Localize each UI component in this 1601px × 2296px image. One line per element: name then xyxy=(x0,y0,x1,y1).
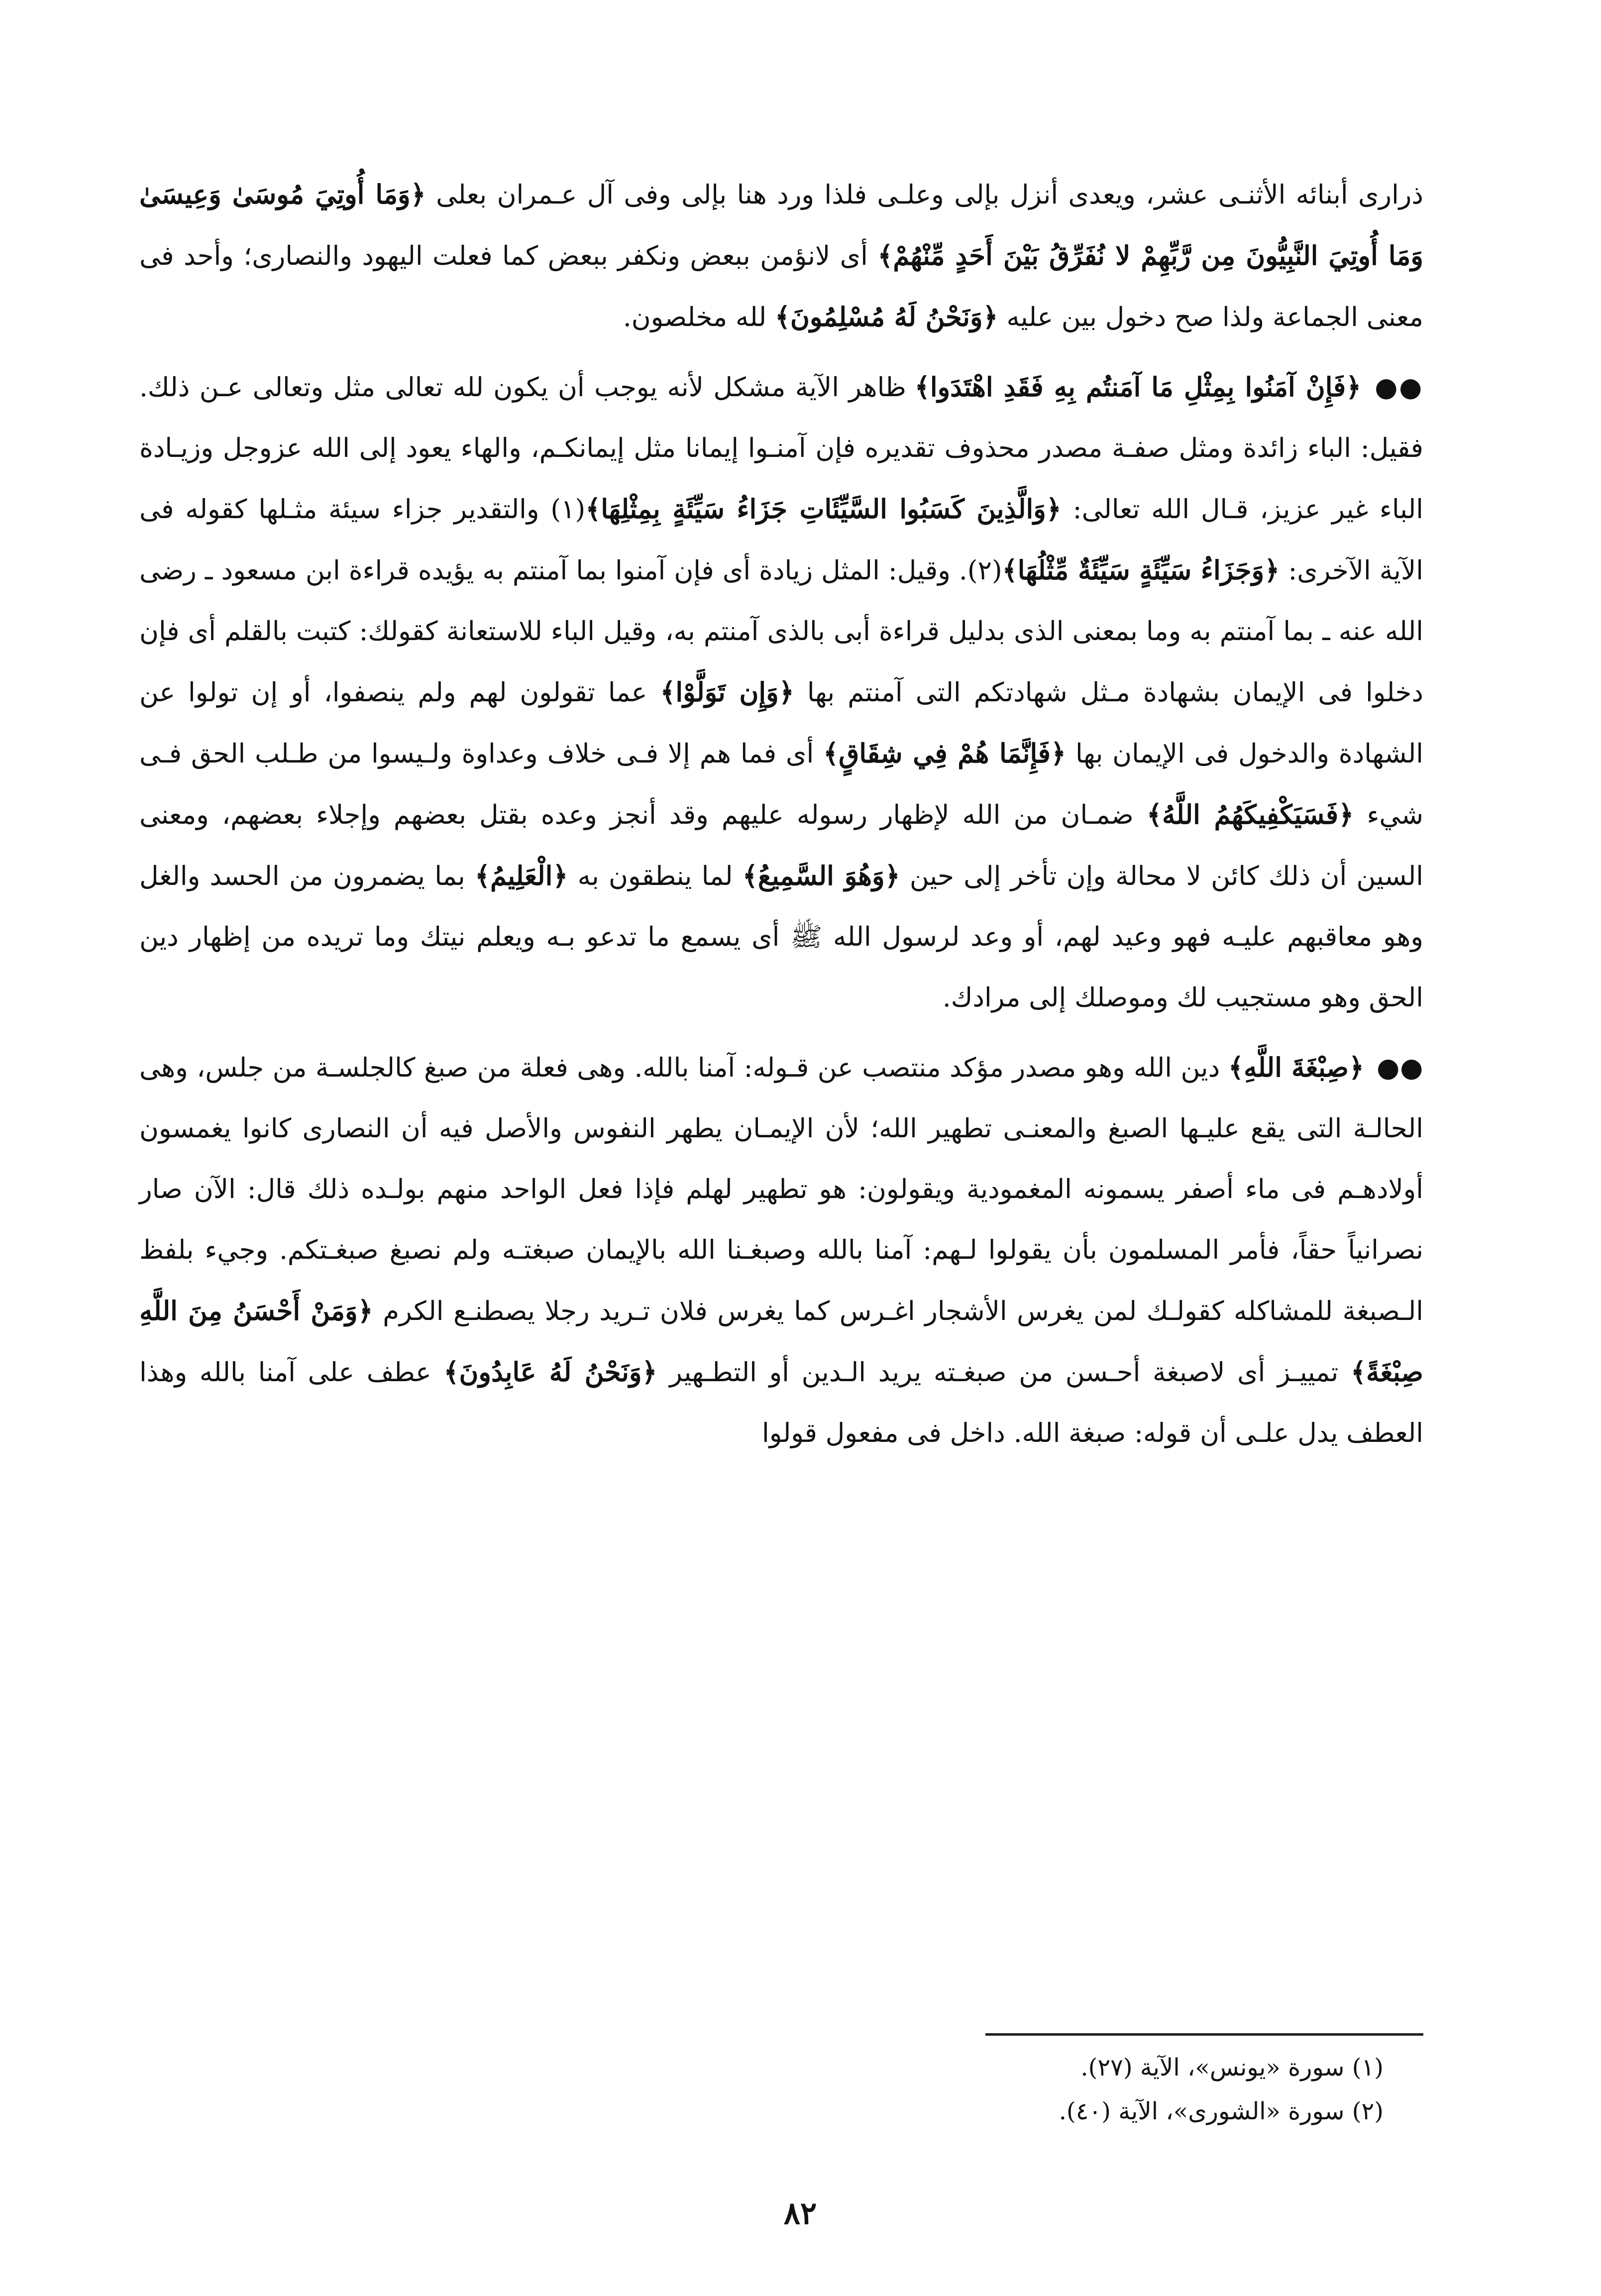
quran-quote: ﴿الْعَلِيمُ﴾ xyxy=(474,861,568,891)
bullet-marker: ●● xyxy=(1367,1052,1423,1083)
paragraph-1 xyxy=(139,164,1423,348)
quran-quote: ﴿فَسَيَكْفِيكَهُمُ اللَّهُ﴾ xyxy=(1146,799,1354,830)
text-run: عما تقولون لهم ولم ينصفوا، أو إن تولوا عن الشهادة والدخول فى الإيمان بها xyxy=(139,677,1424,769)
quran-quote: ﴿فَإِنْ آمَنُوا بِمِثْلِ مَا آمَنتُم بِهِ فَقَدِ اهْتَدَوا﴾ xyxy=(914,372,1362,403)
page-number: ٨٢ xyxy=(783,2195,817,2231)
quran-quote: ﴿صِبْغَةَ اللَّهِ﴾ xyxy=(1228,1052,1365,1083)
text-run: دين الله وهو مصدر مؤكد منتصب عن قـوله: آمنا بالله. وهى فعلة من صبغ كالجلسـة من جلس، وهى الحالـة التى يقع عليـها الصبغ والمعنـى تطهير الله؛ لأن الإيمـان يطهر النفوس والأصل فيه أن النصارى كانوا يغمسون أولادهـم فى ماء أصفر يسمونه المغمودية ويقولون: هو تطهير لهلم فإذا فعل الواحد منهم بولـده ذلك قال: الآن صار نصرانياً حقاً، فأمر المسلمون بأن يقولوا لـهم: آمنا بالله وصبغـنا الله بالإيمان صبغتـه ولم نصبغ صبغـتكم. وجيء بلفظ الـصبغة للمشاكله كقولـك لمن يغرس الأشجار اغـرس كما يغرس فلان تـريد رجلا يصطنـع الكرم xyxy=(139,1053,1423,1326)
quran-quote: ﴿وَإِن تَوَلَّوْا﴾ xyxy=(660,677,794,708)
footnote-divider xyxy=(985,2033,1423,2036)
text-run: ضمـان من الله لإظهار رسوله عليهم وقد أنجز وعده بقتل بعضهم وإجلاء بعضهم، ومعنى السين أن ذلك كائن لا محالة وإن تأخر إلى حين xyxy=(139,800,1424,891)
quran-quote: ﴿وَمَا أُوتِيَ مُوسَىٰ وَعِيسَىٰ وَمَا أُوتِيَ النَّبِيُّونَ مِن رَّبِّهِمْ لا نُفَرِّقُ بَيْنَ أَحَدٍ مِّنْهُمْ﴾ xyxy=(139,179,1423,271)
text-run: تمييـز أى لاصبغة أحـسن من صبغـته يريد الـدين أو التطـهير xyxy=(657,1357,1351,1388)
footnote-1: (١) سورة «يونس»، الآية (٢٧). xyxy=(1080,2054,1384,2081)
text-run: لله مخلصون. xyxy=(623,302,775,332)
bullet-marker: ●● xyxy=(1364,372,1423,403)
paragraph-3 xyxy=(139,1037,1423,1464)
quran-quote: ﴿وَالَّذِينَ كَسَبُوا السَّيِّئَاتِ جَزَاءُ سَيِّئَةٍ بِمِثْلِهَا﴾ xyxy=(585,494,1062,525)
text-run: (٢). وقيل: المثل زيادة أى فإن آمنوا بما آمنتم به يؤيده قراءة ابن مسعود ـ رضى الله عنه ـ بما آمنتم به وما بمعنى الذى بدليل قراءة أبى بالذى آمنتم به، وقيل الباء للاستعانة كقولك: كتبت بالقلم أى فإن دخلوا فى الإيمان بشهادة مـثل شهادتكم التى آمنتم بها xyxy=(139,555,1424,708)
text-run: (١) والتقدير جزاء سيئة مثـلها كقوله فى الآية الآخرى: xyxy=(139,494,1423,586)
text-run: بما يضمرون من الحسد والغل وهو معاقبهم عليـه فهو وعيد لهم، أو وعد لرسول الله ﷺ أى يسمع ما تدعو بـه ويعلم نيتك وما تريده من إظهار دين الحق وهو مستجيب لك وموصلك إلى مرادك. xyxy=(139,861,1423,1013)
quran-quote: ﴿وَمَنْ أَحْسَنُ مِنَ اللَّهِ صِبْغَةً﴾ xyxy=(139,1296,1423,1388)
text-run: ظاهر الآية مشكل لأنه يوجب أن يكون لله تعالى مثل وتعالى عـن ذلك. فقيل: الباء زائدة ومثل صفـة مصدر محذوف تقديره فإن آمنـوا إيمانا مثل إيمانكـم، والهاء يعود إلى الله عزوجل وزيـادة الباء غير عزيز، قـال الله تعالى: xyxy=(139,372,1423,525)
quran-quote: ﴿وَنَحْنُ لَهُ عَابِدُونَ﴾ xyxy=(443,1357,657,1388)
footnotes xyxy=(747,2046,1384,2133)
text-run: ذرارى أبنائه الأثنـى عشر، ويعدى أنزل بإلى وعلـى فلذا ورد هنا بإلى وفى آل عـمران بعلى xyxy=(426,180,1423,210)
paragraph-2 xyxy=(139,357,1423,1028)
quran-quote: ﴿فَإِنَّمَا هُمْ فِي شِقَاقٍ﴾ xyxy=(823,738,1067,769)
text-run: أى فما هم إلا فـى خلاف وعداوة ولـيسوا من طـلب الحق فـى شيء xyxy=(139,739,1423,830)
quran-quote: ﴿وَجَزَاءُ سَيِّئَةٍ سَيِّئَةٌ مِّثْلُهَا﴾ xyxy=(1002,555,1280,586)
text-run: لما ينطقون به xyxy=(568,861,743,891)
footnote-2: (٢) سورة «الشورى»، الآية (٤٠). xyxy=(1059,2097,1384,2125)
quran-quote: ﴿وَهُوَ السَّمِيعُ﴾ xyxy=(742,861,900,891)
main-text xyxy=(139,164,1423,1473)
text-run: عطف على آمنا بالله وهذا العطف يدل علـى أن قوله: صبغة الله. داخل فى مفعول قولوا xyxy=(139,1357,1423,1448)
quran-quote: ﴿وَنَحْنُ لَهُ مُسْلِمُونَ﴾ xyxy=(774,302,998,332)
text-run: أى لانؤمن ببعض ونكفر ببعض كما فعلت اليهود والنصارى؛ وأحد فى معنى الجماعة ولذا صح دخول بين عليه xyxy=(139,241,1423,332)
